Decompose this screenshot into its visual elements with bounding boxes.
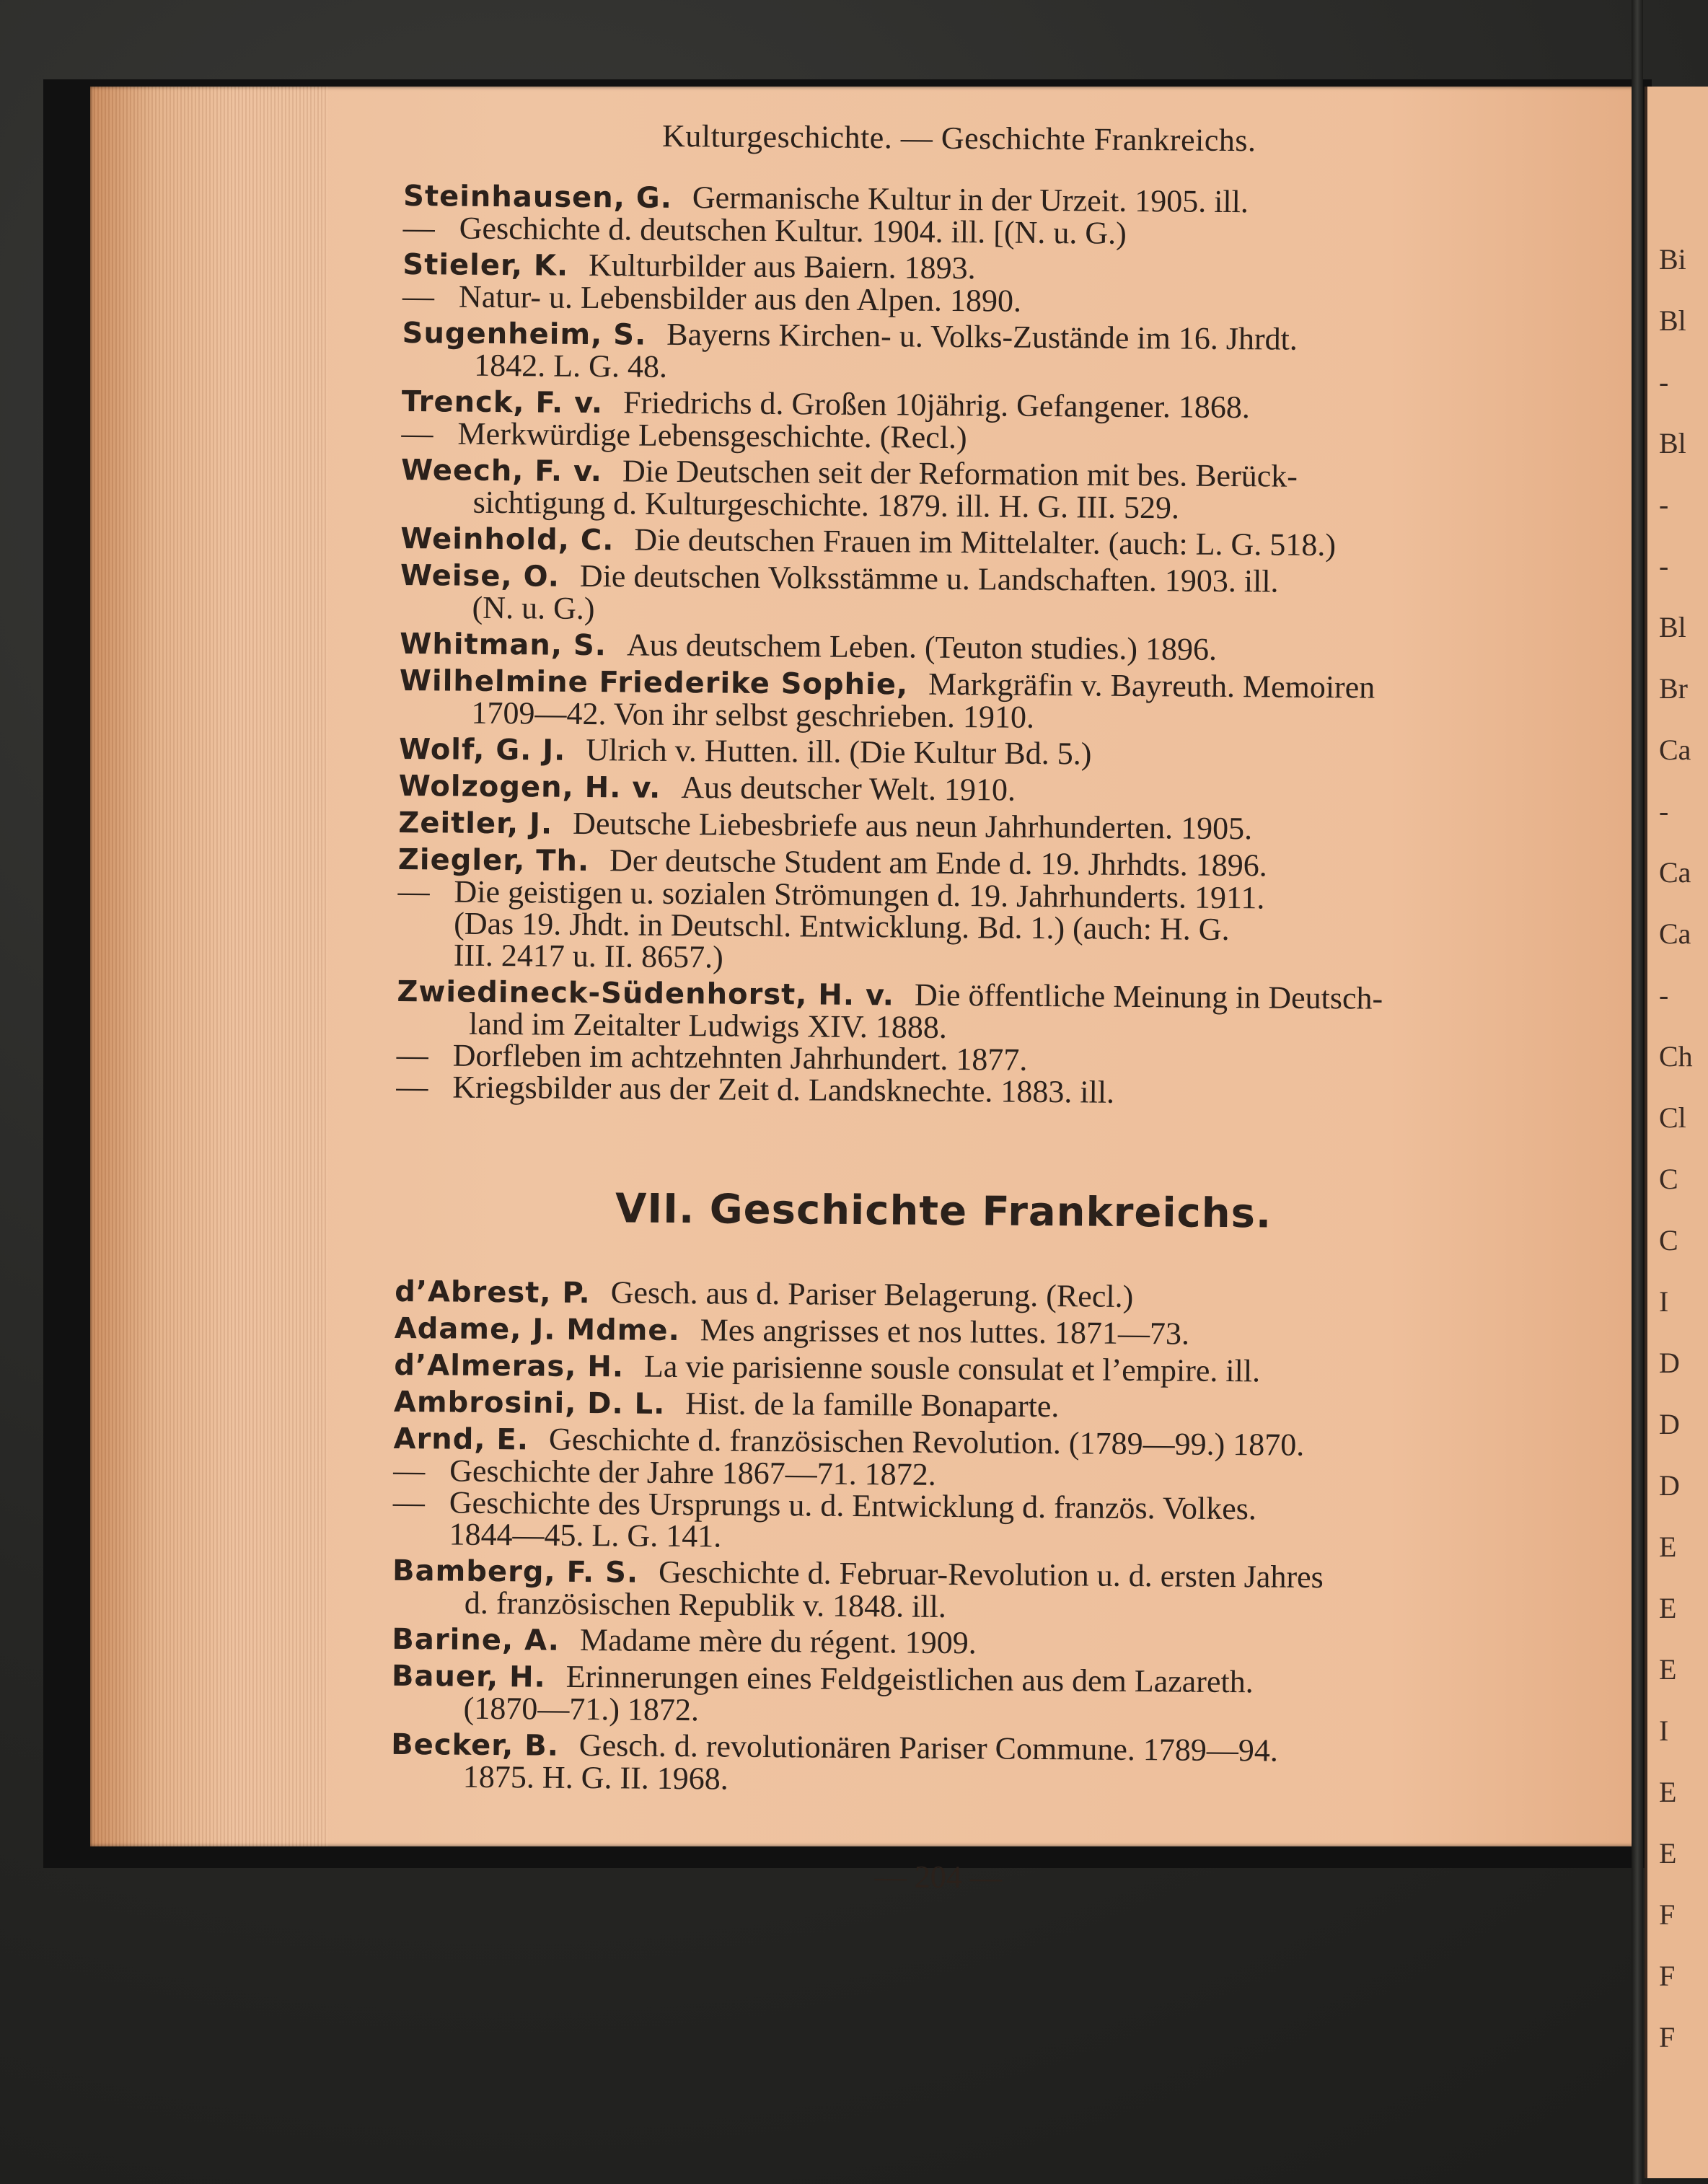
entry-title: Aus deutschem Leben. (Teuton studies.) 1896.	[626, 627, 1218, 667]
entry-title: Friedrichs d. Großen 10jährig. Gefangener. 1868.	[622, 384, 1251, 426]
entry-author: d’Abrest, P.	[395, 1274, 591, 1311]
entry-first-line	[400, 522, 1526, 563]
entry-author: Ziegler, Th.	[397, 842, 590, 879]
entry-author: Wilhelmine Friederike Sophie,	[399, 664, 909, 702]
sub-work-text: Geschichte der Jahre 1867—71. 1872.	[449, 1453, 936, 1492]
entry-title: Deutsche Liebesbriefe aus neun Jahrhunderten. 1905.	[572, 805, 1253, 847]
adjacent-page-letter: Br	[1659, 672, 1688, 705]
sub-work-text: Geschichte d. deutschen Kultur. 1904. ill. [(N. u. G.)	[459, 210, 1127, 251]
entry-author: Weise, O.	[400, 558, 560, 594]
bibliography-entry	[394, 1386, 1519, 1427]
adjacent-page-letter: Bl	[1659, 611, 1686, 643]
entry-author: Wolf, G. J.	[398, 732, 566, 767]
bibliography-entry	[394, 1349, 1519, 1390]
bibliography-entry	[400, 559, 1526, 632]
adjacent-page-letter: C	[1659, 1224, 1678, 1256]
ditto-dash	[397, 965, 454, 966]
entry-first-line	[398, 806, 1523, 847]
ditto-dash: —	[397, 873, 430, 910]
adjacent-page-letter: Cl	[1659, 1101, 1686, 1134]
ditto-dash: —	[401, 415, 433, 452]
bibliography-entry	[395, 1312, 1520, 1353]
entry-author: Steinhausen, G.	[402, 179, 673, 215]
ditto-dash: —	[392, 1484, 426, 1520]
entry-title: Ulrich v. Hutten. ill. (Die Kultur Bd. 5.)	[586, 732, 1092, 772]
adjacent-page-letter: C	[1659, 1163, 1678, 1195]
bibliography-entry	[400, 628, 1525, 669]
entry-continuation: (N. u. G.)	[472, 589, 595, 627]
adjacent-page-fragment	[1645, 87, 1708, 2178]
ditto-dash	[392, 1544, 449, 1545]
entry-author: Trenck, F. v.	[401, 384, 604, 420]
entry-first-line	[392, 1623, 1517, 1664]
adjacent-page-letter: Ca	[1659, 856, 1691, 889]
ditto-dash	[397, 933, 454, 934]
page-text	[390, 115, 1529, 1900]
entry-title: Erinnerungen eines Feldgeistlichen aus dem Lazareth.	[565, 1658, 1254, 1700]
entry-author: Weinhold, C.	[400, 521, 615, 558]
adjacent-page-letter: E	[1659, 1837, 1677, 1870]
entry-author: Whitman, S.	[400, 627, 607, 663]
adjacent-page-letter: D	[1659, 1408, 1680, 1440]
sub-work-text: III. 2417 u. II. 8657.)	[453, 937, 723, 975]
bibliography-entry	[396, 975, 1522, 1111]
sub-work-text: Kriegsbilder aus der Zeit d. Landsknechte. 1883. ill.	[452, 1069, 1115, 1110]
entry-author: Arnd, E.	[393, 1422, 529, 1457]
entry-first-line	[395, 1275, 1520, 1316]
adjacent-page-letter: F	[1659, 2021, 1676, 2053]
book-spine	[1632, 0, 1643, 2184]
bibliography-entry	[401, 385, 1527, 458]
bibliography-entry	[391, 1728, 1517, 1801]
entry-author: Bauer, H.	[391, 1659, 546, 1694]
entry-first-line	[394, 1386, 1519, 1427]
entry-first-line	[394, 1349, 1519, 1390]
adjacent-page-letter: -	[1659, 979, 1669, 1011]
bibliography-entry	[397, 843, 1523, 979]
entry-title: Kulturbilder aus Baiern. 1893.	[588, 247, 976, 286]
adjacent-page-letter: E	[1659, 1653, 1677, 1686]
entry-author: Bamberg, F. S.	[392, 1554, 639, 1590]
entry-continuation: land im Zeitalter Ludwigs XIV. 1888.	[468, 1005, 948, 1045]
bibliography-entry	[401, 454, 1527, 527]
entry-author: Stieler, K.	[402, 247, 569, 283]
adjacent-page-letter: I	[1659, 1714, 1669, 1747]
page-stack-edge	[90, 87, 328, 1846]
entry-title: Die deutschen Volksstämme u. Landschaften. 1903. ill.	[579, 558, 1279, 599]
ditto-dash: —	[402, 209, 435, 246]
entry-author: Barine, A.	[392, 1622, 560, 1657]
adjacent-page-letter: F	[1659, 1898, 1676, 1931]
adjacent-page-letter: E	[1659, 1592, 1677, 1624]
adjacent-page-letter: -	[1659, 795, 1669, 827]
adjacent-page-letter: -	[1659, 366, 1669, 398]
ditto-dash: —	[393, 1452, 426, 1489]
sub-work-text: Geschichte des Ursprungs u. d. Entwicklung d. französ. Volkes.	[449, 1484, 1257, 1527]
bibliography-entry	[392, 1623, 1517, 1664]
adjacent-page-letter: I	[1659, 1285, 1669, 1318]
sub-work-text: Merkwürdige Lebensgeschichte. (Recl.)	[457, 415, 967, 456]
sub-work-text: 1844—45. L. G. 141.	[449, 1516, 722, 1554]
entry-first-line	[399, 733, 1524, 774]
entry-continuation: 1875. H. G. II. 1968.	[462, 1758, 728, 1797]
adjacent-page-letter: D	[1659, 1347, 1680, 1379]
entry-title: Bayerns Kirchen- u. Volks-Zustände im 16. Jhrdt.	[666, 316, 1298, 357]
adjacent-page-letter: Ca	[1659, 917, 1691, 950]
entry-continuation: 1709—42. Von ihr selbst geschrieben. 1910.	[471, 695, 1035, 735]
entry-author: Zwiedineck-Südenhorst, H. v.	[397, 974, 895, 1013]
entry-title: Der deutsche Student am Ende d. 19. Jhrhdts. 1896.	[609, 842, 1267, 884]
bibliography-entry	[402, 317, 1528, 389]
bibliography-entry	[398, 806, 1523, 847]
bibliography-entry	[402, 248, 1528, 321]
adjacent-page-letter: Ch	[1659, 1040, 1693, 1073]
entry-continuation: sichtigung d. Kulturgeschichte. 1879. ill. H. G. III. 529.	[472, 484, 1180, 526]
adjacent-page-letter: E	[1659, 1776, 1677, 1808]
bibliography-entry	[400, 522, 1526, 563]
entry-list-frankreich	[391, 1275, 1520, 1801]
adjacent-page-letter: F	[1659, 1960, 1676, 1992]
bibliography-entry	[391, 1660, 1517, 1732]
entry-author: Wolzogen, H. v.	[398, 769, 661, 805]
adjacent-page-letter: Bl	[1659, 427, 1686, 459]
bibliography-entry	[403, 180, 1529, 252]
page-number: — 204 —	[874, 1859, 1003, 1895]
entry-continuation: (1870—71.) 1872.	[463, 1690, 700, 1728]
entry-title: Gesch. d. revolutionären Pariser Commune. 1789—94.	[578, 1727, 1279, 1769]
entry-title: Germanische Kultur in der Urzeit. 1905. ill.	[692, 180, 1249, 220]
adjacent-page-letter: Ca	[1659, 734, 1691, 766]
sub-work-text: (Das 19. Jhdt. in Deutschl. Entwicklung. Bd. 1.) (auch: H. G.	[454, 905, 1230, 948]
entry-author: Becker, B.	[391, 1727, 560, 1763]
entry-first-line	[399, 770, 1524, 811]
running-head: Kulturgeschichte. — Geschichte Frankreichs.	[661, 118, 1256, 159]
adjacent-page-letter: D	[1659, 1469, 1680, 1502]
entry-title: Hist. de la famille Bonaparte.	[685, 1386, 1060, 1425]
sub-work-text: Die geistigen u. sozialen Strömungen d. 19. Jahrhunderts. 1911.	[454, 873, 1265, 916]
bibliography-entry	[399, 664, 1525, 737]
entry-title: Markgräfin v. Bayreuth. Memoiren	[928, 666, 1375, 705]
sub-work-text: Dorfleben im achtzehnten Jahrhundert. 1877.	[452, 1037, 1028, 1078]
entry-first-line	[395, 1312, 1520, 1353]
entry-author: Adame, J. Mdme.	[394, 1311, 680, 1348]
entry-title: La vie parisienne sousle consulat et l’empire. ill.	[643, 1348, 1261, 1389]
adjacent-page-letter: -	[1659, 488, 1669, 521]
sub-work-text: Natur- u. Lebensbilder aus den Alpen. 1890.	[458, 278, 1022, 319]
entry-title: Geschichte d. französischen Revolution. (1789—99.) 1870.	[548, 1421, 1305, 1463]
section-heading: VII. Geschichte Frankreichs.	[615, 1185, 1272, 1238]
adjacent-page-letter: -	[1659, 550, 1669, 582]
entry-title: Madame mère du régent. 1909.	[579, 1621, 977, 1661]
bibliography-entry	[399, 733, 1524, 774]
entry-continuation: d. französischen Republik v. 1848. ill.	[464, 1585, 947, 1624]
entry-title: Aus deutscher Welt. 1910.	[681, 770, 1016, 808]
entry-title: Mes angrisses et nos luttes. 1871—73.	[700, 1312, 1190, 1352]
entry-author: Sugenheim, S.	[402, 316, 647, 352]
entry-title: Die deutschen Frauen im Mittelalter. (auch: L. G. 518.)	[634, 521, 1337, 563]
entry-title: Die öffentliche Meinung in Deutsch-	[914, 977, 1383, 1016]
bibliography-entry	[399, 770, 1524, 811]
entry-author: Zeitler, J.	[398, 806, 553, 841]
entry-list-kulturgeschichte	[396, 180, 1528, 1111]
adjacent-page-letter: Bl	[1659, 304, 1686, 337]
adjacent-page-letter: Bi	[1659, 243, 1686, 276]
entry-title: Gesch. aus d. Pariser Belagerung. (Recl.)	[610, 1274, 1134, 1314]
entry-continuation: 1842. L. G. 48.	[474, 347, 668, 384]
ditto-dash: —	[396, 1068, 428, 1105]
ditto-dash: —	[396, 1036, 428, 1073]
entry-author: d’Almeras, H.	[394, 1348, 625, 1384]
adjacent-page-letter: E	[1659, 1531, 1677, 1563]
ditto-dash: —	[402, 278, 435, 314]
bibliography-entry	[395, 1275, 1520, 1316]
entry-author: Weech, F. v.	[400, 453, 603, 489]
entry-title: Die Deutschen seit der Reformation mit bes. Berück-	[622, 453, 1298, 494]
bibliography-entry	[392, 1422, 1518, 1559]
entry-author: Ambrosini, D. L.	[393, 1385, 666, 1421]
bibliography-entry	[392, 1554, 1518, 1627]
entry-first-line	[400, 628, 1525, 669]
entry-title: Geschichte d. Februar-Revolution u. d. ersten Jahres	[658, 1554, 1324, 1595]
